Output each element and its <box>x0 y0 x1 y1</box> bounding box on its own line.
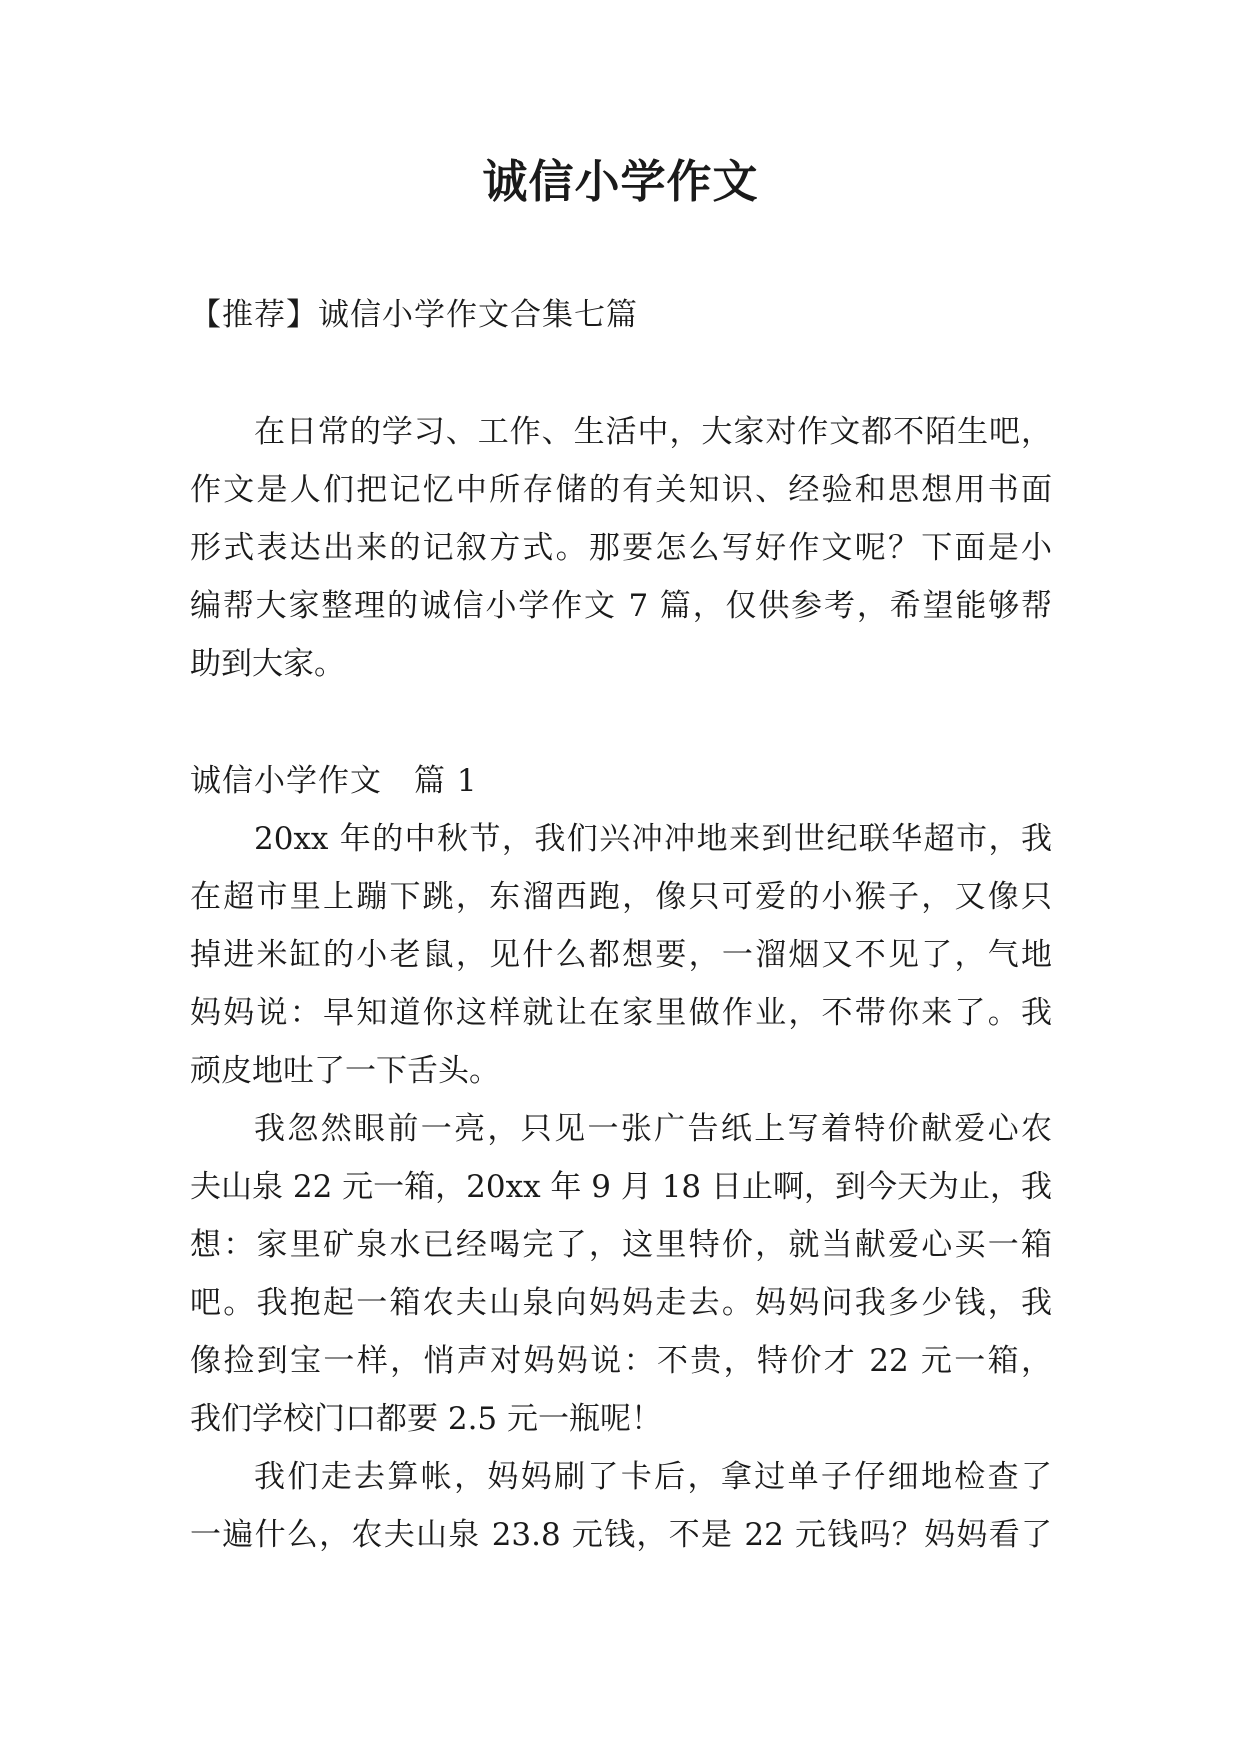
body-line: 我们走去算帐，妈妈刷了卡后，拿过单子仔细地检查了 <box>254 1459 1052 1495</box>
body-line: 像捡到宝一样，悄声对妈妈说：不贵，特价才 22 元一箱， <box>190 1343 1052 1379</box>
intro-line: 作文是人们把记忆中所存储的有关知识、经验和思想用书面 <box>190 472 1052 508</box>
intro-line: 形式表达出来的记叙方式。那要怎么写好作文呢？下面是小 <box>190 530 1052 566</box>
body-line: 夫山泉 22 元一箱，20xx 年 9 月 18 日止啊，到今天为止，我 <box>190 1169 1053 1205</box>
intro-line: 助到大家。 <box>190 646 345 682</box>
intro-line: 在日常的学习、工作、生活中，大家对作文都不陌生吧， <box>254 414 1052 450</box>
body-line: 我忽然眼前一亮，只见一张广告纸上写着特价献爱心农 <box>254 1111 1052 1147</box>
body-line: 妈妈说：早知道你这样就让在家里做作业，不带你来了。我 <box>190 995 1052 1031</box>
body-line: 20xx 年的中秋节，我们兴冲冲地来到世纪联华超市，我 <box>254 821 1052 857</box>
body-line: 想：家里矿泉水已经喝完了，这里特价，就当献爱心买一箱 <box>190 1227 1052 1263</box>
document-title: 诚信小学作文 <box>482 155 759 208</box>
body-line: 顽皮地吐了一下舌头。 <box>190 1053 500 1089</box>
document-subtitle: 【推荐】诚信小学作文合集七篇 <box>190 297 638 333</box>
intro-line: 编帮大家整理的诚信小学作文 7 篇，仅供参考，希望能够帮 <box>190 588 1052 624</box>
body-line: 我们学校门口都要 2.5 元一瓶呢！ <box>190 1401 663 1437</box>
body-line: 吧。我抱起一箱农夫山泉向妈妈走去。妈妈问我多少钱，我 <box>190 1285 1052 1321</box>
body-line: 一遍什么，农夫山泉 23.8 元钱，不是 22 元钱吗？妈妈看了 <box>190 1517 1052 1553</box>
body-line: 掉进米缸的小老鼠，见什么都想要，一溜烟又不见了，气地 <box>190 937 1052 973</box>
section-body <box>190 810 1052 1564</box>
body-line: 在超市里上蹦下跳，东溜西跑，像只可爱的小猴子，又像只 <box>190 879 1052 915</box>
intro-paragraph <box>190 403 1052 693</box>
section-heading: 诚信小学作文 篇 1 <box>190 763 478 799</box>
